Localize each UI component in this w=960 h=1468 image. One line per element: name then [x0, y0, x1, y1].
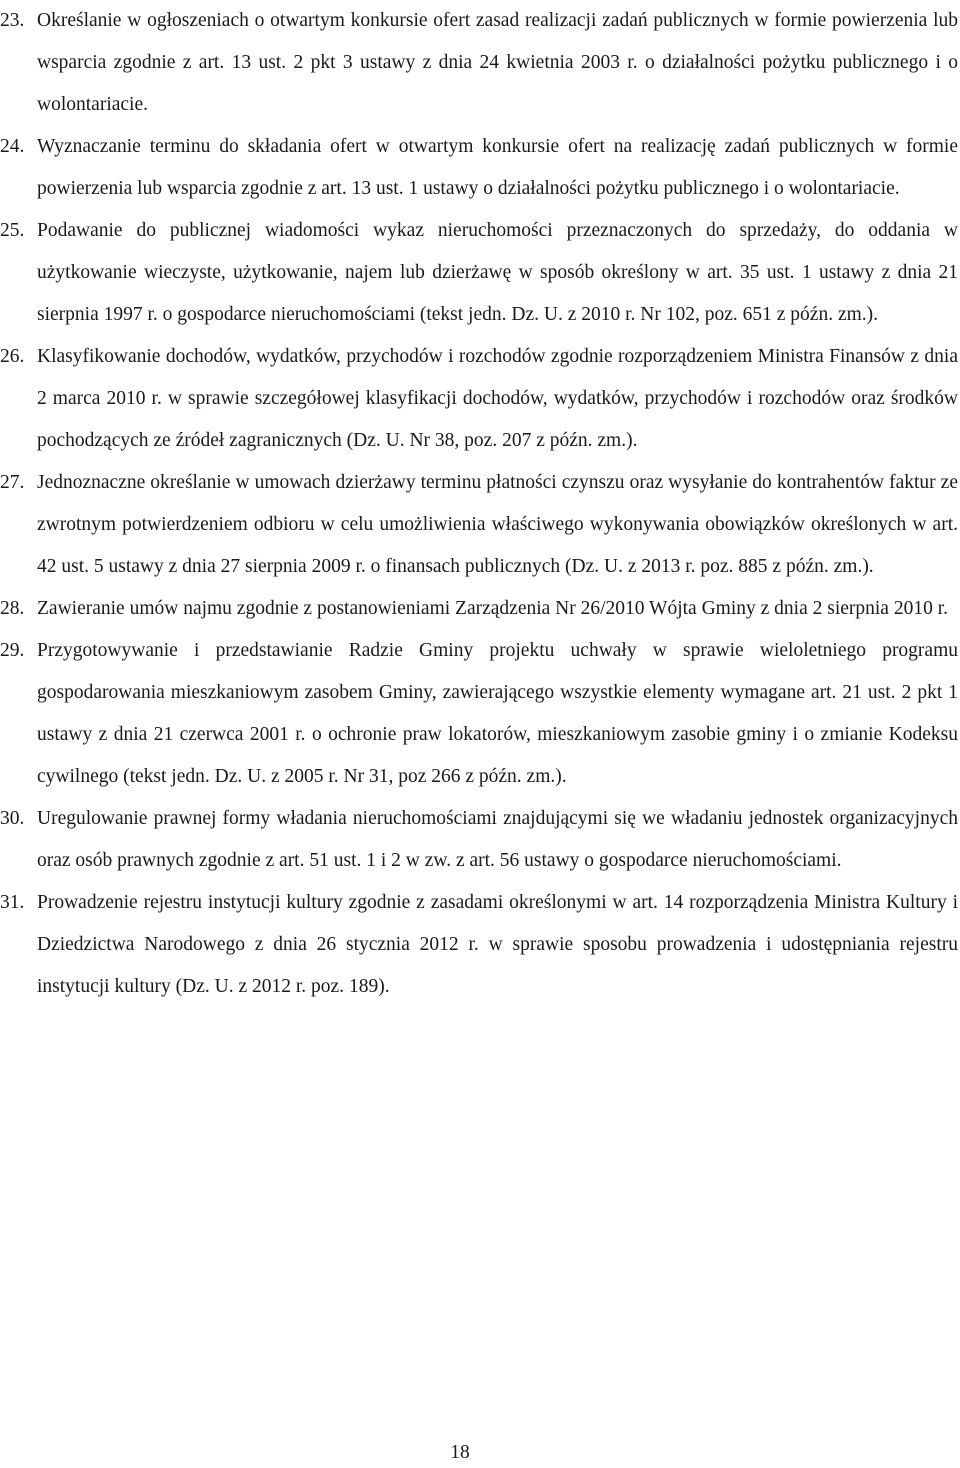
list-item	[0, 126, 960, 210]
list-item-text: Uregulowanie prawnej formy władania nieruchomościami znajdującymi się we władaniu jednostek organizacyjnych oraz osób prawnych zgodnie z art. 51 ust. 1 i 2 w zw. z art. 56 ustawy o gospodarce nieruchomościami.	[37, 808, 958, 871]
list-item	[0, 630, 960, 798]
list-item-text: Podawanie do publicznej wiadomości wykaz nieruchomości przeznaczonych do sprzedaży, do oddania w użytkowanie wieczyste, użytkowanie, najem lub dzierżawę w sposób określony w art. 35 ust. 1 ustawy z dnia 21 sierpnia 1997 r. o gospodarce nieruchomościami (tekst jedn. Dz. U. z 2010 r. Nr 102, poz. 651 z późn. zm.).	[37, 220, 958, 325]
list-item	[0, 588, 960, 630]
list-item-number: 26.	[0, 346, 25, 367]
list-item-number: 23.	[0, 10, 25, 31]
list-item-number: 31.	[0, 892, 25, 913]
list-item-text: Klasyfikowanie dochodów, wydatków, przychodów i rozchodów zgodnie rozporządzeniem Ministra Finansów z dnia 2 marca 2010 r. w sprawie szczegółowej klasyfikacji dochodów, wydatków, przychodów i rozchodów oraz środków pochodzących ze źródeł zagranicznych (Dz. U. Nr 38, poz. 207 z późn. zm.).	[37, 346, 958, 451]
list-item-number: 27.	[0, 472, 25, 493]
list-item-number: 29.	[0, 640, 25, 661]
list-item	[0, 336, 960, 462]
list-item	[0, 0, 960, 126]
list-item-text: Prowadzenie rejestru instytucji kultury zgodnie z zasadami określonymi w art. 14 rozporządzenia Ministra Kultury i Dziedzictwa Narodowego z dnia 26 stycznia 2012 r. w sprawie sposobu prowadzenia i udostępniania rejestru instytucji kultury (Dz. U. z 2012 r. poz. 189).	[37, 892, 958, 997]
list-item-text: Wyznaczanie terminu do składania ofert w otwartym konkursie ofert na realizację zadań publicznych w formie powierzenia lub wsparcia zgodnie z art. 13 ust. 1 ustawy o działalności pożytku publicznego i o wolontariacie.	[37, 136, 958, 199]
list-item-number: 30.	[0, 808, 25, 829]
list-item-number: 24.	[0, 136, 25, 157]
list-item	[0, 210, 960, 336]
list-item-text: Zawieranie umów najmu zgodnie z postanowieniami Zarządzenia Nr 26/2010 Wójta Gminy z dnia 2 sierpnia 2010 r.	[37, 598, 948, 619]
list-item	[0, 462, 960, 588]
list-item-number: 25.	[0, 220, 25, 241]
list-item-number: 28.	[0, 598, 25, 619]
list-item-text: Przygotowywanie i przedstawianie Radzie Gminy projektu uchwały w sprawie wieloletniego programu gospodarowania mieszkaniowym zasobem Gminy, zawierającego wszystkie elementy wymagane art. 21 ust. 2 pkt 1 ustawy z dnia 21 czerwca 2001 r. o ochronie praw lokatorów, mieszkaniowym zasobie gminy i o zmianie Kodeksu cywilnego (tekst jedn. Dz. U. z 2005 r. Nr 31, poz 266 z późn. zm.).	[37, 640, 958, 787]
list-item-text: Określanie w ogłoszeniach o otwartym konkursie ofert zasad realizacji zadań publicznych w formie powierzenia lub wsparcia zgodnie z art. 13 ust. 2 pkt 3 ustawy z dnia 24 kwietnia 2003 r. o działalności pożytku publicznego i o wolontariacie.	[37, 10, 958, 115]
list-item	[0, 882, 960, 1008]
page-number: 18	[450, 1442, 470, 1463]
list-item	[0, 798, 960, 882]
list-item-text: Jednoznaczne określanie w umowach dzierżawy terminu płatności czynszu oraz wysyłanie do kontrahentów faktur ze zwrotnym potwierdzeniem odbioru w celu umożliwienia właściwego wykonywania obowiązków określonych w art. 42 ust. 5 ustawy z dnia 27 sierpnia 2009 r. o finansach publicznych (Dz. U. z 2013 r. poz. 885 z późn. zm.).	[37, 472, 958, 577]
